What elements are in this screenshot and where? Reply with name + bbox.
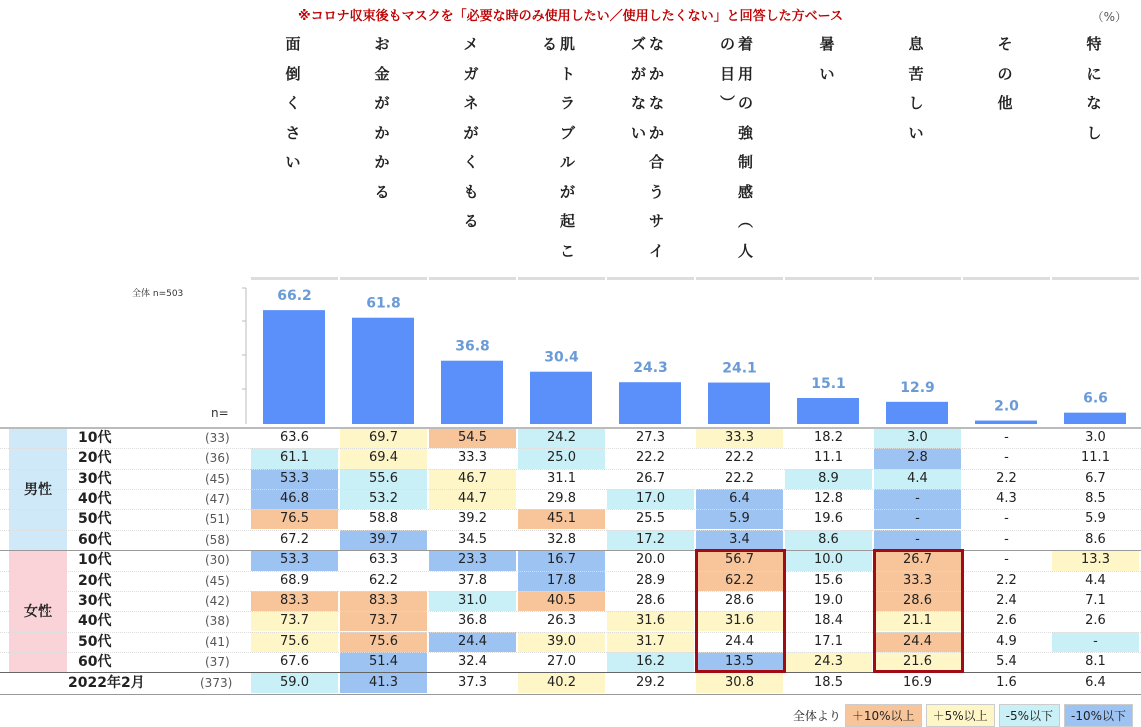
category-label-char: こ (560, 241, 576, 260)
table-cell: 2.8 (874, 448, 961, 468)
table-row (0, 530, 1141, 550)
table-cell: 21.1 (874, 611, 961, 631)
table-cell: 24.4 (429, 632, 516, 652)
table-cell: 12.8 (814, 490, 843, 506)
table-cell: 2.6 (996, 613, 1017, 629)
table-cell: 23.3 (429, 550, 516, 570)
row-label: 30代 (78, 470, 112, 487)
category-label-char: く (463, 153, 479, 171)
table-cell: 28.9 (636, 572, 665, 588)
table-cell: 46.8 (251, 489, 338, 509)
category-label-char: お (374, 35, 390, 53)
category-label-char: 苦 (908, 64, 924, 83)
table-cell: 24.3 (785, 652, 872, 672)
table-rule (0, 571, 1141, 572)
n-header: n= (211, 406, 229, 420)
table-cell: 37.3 (458, 675, 487, 690)
bar (441, 361, 503, 424)
table-cell: 46.7 (429, 469, 516, 489)
table-row (0, 550, 1141, 570)
bar-value-label: 66.2 (277, 288, 312, 305)
category-label-char: か (374, 123, 390, 142)
table-cell: - (1004, 511, 1009, 527)
row-n: (373) (200, 676, 233, 690)
table-cell: - (1004, 450, 1009, 466)
table-cell: 55.6 (340, 469, 427, 489)
table-cell: 7.1 (1085, 592, 1106, 608)
table-cell: 8.6 (1085, 531, 1106, 547)
row-n: (58) (205, 532, 230, 547)
legend (793, 704, 1133, 727)
unit-label: （%） (1091, 10, 1127, 24)
row-n: (47) (205, 491, 230, 506)
table-cell: - (1004, 531, 1009, 547)
category-label-char: の (997, 64, 1013, 83)
table-cell: 51.4 (340, 652, 427, 672)
table-cell: 11.1 (1081, 450, 1110, 466)
category-label-char: い (908, 123, 924, 142)
table-cell: - (1052, 632, 1139, 652)
table-cell: 17.8 (518, 571, 605, 591)
table-cell: 3.0 (1085, 430, 1106, 445)
table-cell: 20.0 (636, 552, 665, 568)
category-label-char: る (542, 35, 558, 53)
bar (886, 402, 948, 424)
table-cell: 5.9 (696, 509, 783, 529)
table-cell: 44.7 (429, 489, 516, 509)
table-cell: - (874, 530, 961, 550)
table-cell: 73.7 (340, 611, 427, 631)
bar (708, 383, 770, 424)
category-label-char: か (374, 153, 390, 171)
category-label-char: し (1086, 123, 1102, 142)
highlight-box (695, 549, 786, 673)
table-cell: 29.8 (547, 490, 576, 506)
table-cell: 6.4 (1085, 675, 1106, 690)
category-label-char: か (649, 123, 665, 142)
category-label-char: イ (649, 241, 665, 260)
bar (352, 318, 414, 424)
category-label-char: 面 (285, 35, 301, 53)
category-label-char: 金 (374, 64, 390, 83)
table-cell: 36.8 (458, 613, 487, 629)
table-cell: 3.0 (874, 428, 961, 448)
row-n: (36) (205, 451, 230, 466)
row-label: 40代 (78, 613, 112, 630)
table-cell: 53.3 (251, 469, 338, 489)
category-label-char: が (463, 123, 479, 142)
table-cell: 22.2 (636, 450, 665, 466)
row-n: (37) (205, 654, 230, 669)
legend-plus10: ＋10%以上 (845, 704, 922, 727)
table-cell: 2.2 (996, 470, 1017, 486)
table-cell: 8.5 (1085, 490, 1106, 506)
table-cell: 17.0 (607, 489, 694, 509)
table-row (0, 611, 1141, 631)
table-cell: 19.6 (814, 511, 843, 527)
category-label-char: が (374, 94, 390, 112)
category-label-char: 暑 (819, 35, 835, 53)
table-cell: 18.2 (814, 430, 843, 445)
table-cell: - (1004, 552, 1009, 568)
table-row (0, 571, 1141, 591)
table-row (0, 632, 1141, 652)
table-cell: 62.2 (696, 571, 783, 591)
row-n: (41) (205, 634, 230, 649)
table-cell: - (1004, 430, 1009, 445)
table-cell: 56.7 (696, 550, 783, 570)
category-label-char: く (285, 94, 301, 112)
category-label-char: ラ (560, 94, 576, 112)
row-label: 60代 (78, 531, 112, 548)
category-label-char: 特 (1086, 35, 1102, 53)
category-label-char: に (1086, 64, 1102, 83)
category-label-char: 息 (908, 35, 924, 53)
table-cell: 2.2 (996, 572, 1017, 588)
table-cell: 63.6 (280, 430, 309, 445)
table-cell: 4.3 (996, 490, 1017, 506)
table-cell: 27.0 (547, 653, 576, 669)
table-row (0, 509, 1141, 529)
table-cell: 29.2 (636, 675, 665, 690)
category-label-char: る (463, 212, 479, 230)
table-cell: 39.0 (518, 632, 605, 652)
table-cell: 54.5 (429, 428, 516, 448)
table-cell: 32.4 (458, 653, 487, 669)
group-male: 男性 (9, 428, 67, 550)
table-cell: 28.6 (636, 592, 665, 608)
category-label-char: な (1086, 94, 1102, 112)
bar-value-label: 36.8 (455, 338, 490, 355)
category-label-char: 目 (720, 64, 736, 83)
row-label: 40代 (78, 490, 112, 507)
legend-minus10: -10%以下 (1064, 704, 1133, 727)
table-row (0, 489, 1141, 509)
table-cell: 26.3 (547, 613, 576, 629)
table-rule (0, 652, 1141, 653)
table-rule (0, 427, 1141, 429)
table-cell: 73.7 (251, 611, 338, 631)
table-cell: 61.1 (251, 448, 338, 468)
row-label: 20代 (78, 572, 112, 589)
row-label: 10代 (78, 430, 112, 446)
row-label: 10代 (78, 552, 112, 569)
table-cell: 16.7 (518, 550, 605, 570)
table-cell: 33.3 (874, 571, 961, 591)
category-label-char: ト (560, 64, 576, 83)
category-label-char: の (720, 35, 736, 53)
bar (1064, 413, 1126, 424)
table-rule (0, 530, 1141, 531)
header-note: ※コロナ収束後もマスクを「必要な時のみ使用したい／使用したくない」と回答した方ベース (298, 9, 843, 24)
table-cell: 63.3 (369, 552, 398, 568)
table-rule (0, 448, 1141, 449)
table-cell: 15.6 (814, 572, 843, 588)
table-cell: 22.2 (725, 470, 754, 486)
category-label-char: 合 (649, 153, 665, 171)
row-n: (33) (205, 431, 230, 445)
table-cell: 13.3 (1052, 550, 1139, 570)
bar-value-label: 24.3 (633, 360, 668, 377)
table-cell: - (874, 489, 961, 509)
category-label-char: 倒 (285, 64, 301, 83)
row-n: (30) (205, 553, 230, 568)
table-cell: 69.7 (340, 428, 427, 448)
table-cell: 59.0 (251, 673, 338, 693)
table-cell: 76.5 (251, 509, 338, 529)
table-cell: 39.7 (340, 530, 427, 550)
table-cell: 26.7 (874, 550, 961, 570)
category-label-char: か (649, 64, 665, 83)
table-cell: 40.5 (518, 591, 605, 611)
table-rule (0, 489, 1141, 490)
category-label-char: そ (997, 35, 1013, 53)
table-cell: 16.2 (607, 652, 694, 672)
category-label-char: ズ (631, 35, 647, 53)
row-label: 60代 (78, 653, 112, 670)
table-cell: 30.8 (696, 673, 783, 693)
table-cell: 67.2 (280, 531, 309, 547)
category-label-char: い (819, 64, 835, 83)
table-cell: 22.2 (725, 450, 754, 466)
table-cell: 8.1 (1085, 653, 1106, 669)
table-cell: 41.3 (340, 673, 427, 693)
category-label-char: 強 (738, 123, 754, 142)
row-label: 50代 (78, 633, 112, 650)
category-label-char: る (374, 182, 390, 201)
table-cell: 25.0 (518, 448, 605, 468)
table-cell: 2.6 (1085, 613, 1106, 629)
table-cell: 3.4 (696, 530, 783, 550)
bar-value-label: 30.4 (544, 349, 579, 366)
table-cell: 21.6 (874, 652, 961, 672)
bar (797, 398, 859, 424)
bar-value-label: 6.6 (1083, 390, 1108, 407)
legend-plus5: ＋5%以上 (926, 704, 995, 727)
table-rule (0, 632, 1141, 633)
table-row (0, 591, 1141, 611)
table-cell: 33.3 (696, 428, 783, 448)
row-n: (42) (205, 593, 230, 608)
row-label: 20代 (78, 450, 112, 467)
table-cell: 31.6 (696, 611, 783, 631)
table-cell: 58.8 (369, 511, 398, 527)
table-cell: 4.4 (874, 469, 961, 489)
table-cell: 31.7 (607, 632, 694, 652)
table-cell: 18.4 (814, 613, 843, 629)
total-n-label: 全体 n=503 (132, 289, 184, 299)
bar (263, 310, 325, 424)
table-cell: 13.5 (696, 652, 783, 672)
table-row (0, 448, 1141, 468)
category-label-char: ネ (463, 94, 479, 112)
table-cell: 24.4 (725, 633, 754, 649)
row-n: (45) (205, 573, 230, 588)
table-cell: 16.9 (903, 675, 932, 690)
table-cell: 31.1 (547, 470, 576, 486)
legend-label: 全体より (792, 709, 841, 723)
table-row (0, 469, 1141, 489)
category-label-char: な (631, 94, 647, 112)
table-cell: 75.6 (340, 632, 427, 652)
table-cell: 1.6 (996, 675, 1017, 690)
table-cell: 28.6 (874, 591, 961, 611)
table-rule (0, 611, 1141, 612)
table-cell: 24.2 (518, 428, 605, 448)
table-cell: 24.4 (874, 632, 961, 652)
table-cell: 83.3 (251, 591, 338, 611)
category-label-char: 他 (997, 94, 1013, 112)
category-label-char: い (631, 123, 647, 142)
category-label-char: し (908, 94, 924, 112)
table-rule (0, 469, 1141, 470)
category-label-char: メ (463, 35, 479, 53)
category-label-char: が (631, 64, 647, 83)
table-cell: 4.4 (1085, 572, 1106, 588)
category-label-char: 用 (738, 64, 754, 83)
table-cell: 6.7 (1085, 470, 1106, 486)
table-cell: 26.7 (636, 470, 665, 486)
row-n: (45) (205, 471, 230, 486)
category-label-char: な (649, 35, 665, 53)
table-cell: 75.6 (251, 632, 338, 652)
row-n: (38) (205, 614, 230, 629)
category-label-char: 肌 (560, 35, 576, 53)
category-label-char: も (463, 182, 479, 201)
table-cell: 8.6 (785, 530, 872, 550)
table-cell: 31.0 (429, 591, 516, 611)
table-rule (0, 509, 1141, 510)
table-cell: 18.5 (814, 675, 843, 690)
table-row (0, 673, 1141, 693)
table-cell: 19.0 (814, 592, 843, 608)
category-label-char: 着 (738, 35, 754, 53)
row-label: 2022年2月 (68, 675, 145, 691)
category-label-char: う (649, 182, 665, 201)
table-cell: - (874, 509, 961, 529)
table-cell: 34.5 (458, 531, 487, 547)
category-label-char: さ (285, 123, 301, 142)
table-row (0, 652, 1141, 672)
category-label-char: 起 (560, 212, 576, 230)
table-cell: 62.2 (369, 572, 398, 588)
table-cell: 83.3 (340, 591, 427, 611)
category-label-char: 人 (738, 241, 754, 260)
table-cell: 32.8 (547, 531, 576, 547)
bar (530, 372, 592, 424)
category-label-char: 制 (738, 153, 754, 171)
table-cell: 28.6 (725, 592, 754, 608)
table-cell: 31.6 (607, 611, 694, 631)
category-label-char: サ (649, 212, 665, 230)
table-rule (0, 550, 1141, 551)
table-cell: 25.5 (636, 511, 665, 527)
table-rule (0, 591, 1141, 592)
category-label-char: ︵ (738, 212, 754, 230)
table-cell: 33.3 (458, 450, 487, 466)
category-label-char: ル (560, 153, 576, 171)
table-cell: 68.9 (280, 572, 309, 588)
category-label-char: ︶ (720, 94, 736, 112)
table-cell: 11.1 (814, 450, 843, 466)
table-cell: 17.1 (814, 633, 843, 649)
table-cell: 2.4 (996, 592, 1017, 608)
category-label-char: ブ (560, 123, 576, 142)
table-rule (0, 694, 1141, 695)
bar-value-label: 61.8 (366, 295, 401, 312)
category-label-char: の (738, 94, 754, 112)
table-cell: 67.6 (280, 653, 309, 669)
category-label-char: ガ (463, 64, 479, 83)
group-female: 女性 (9, 550, 67, 672)
table-cell: 6.4 (696, 489, 783, 509)
table-cell: 40.2 (518, 673, 605, 693)
row-label: 30代 (78, 592, 112, 609)
category-label-char: な (649, 94, 665, 112)
table-cell: 53.2 (340, 489, 427, 509)
table-cell: 45.1 (518, 509, 605, 529)
category-label-char: 感 (738, 182, 754, 201)
category-label-char: が (560, 182, 576, 201)
category-label-char: い (285, 153, 301, 171)
bar-value-label: 12.9 (900, 379, 935, 396)
bar-value-label: 2.0 (994, 398, 1019, 415)
table-cell: 5.9 (1085, 511, 1106, 527)
table-cell: 37.8 (458, 572, 487, 588)
table-cell: 27.3 (636, 430, 665, 445)
bar-value-label: 15.1 (811, 376, 846, 393)
row-n: (51) (205, 512, 230, 527)
bar (619, 382, 681, 424)
legend-minus5: -5%以下 (999, 704, 1060, 727)
bar-value-label: 24.1 (722, 360, 757, 377)
bar (975, 421, 1037, 424)
table-cell: 5.4 (996, 653, 1017, 669)
table-cell: 10.0 (785, 550, 872, 570)
table-cell: 39.2 (458, 511, 487, 527)
table-rule (0, 672, 1141, 673)
table-cell: 69.4 (340, 448, 427, 468)
table-cell: 4.9 (996, 633, 1017, 649)
highlight-box (873, 549, 964, 673)
row-label: 50代 (78, 511, 112, 528)
table-cell: 8.9 (785, 469, 872, 489)
table-row (0, 428, 1141, 448)
table-cell: 53.3 (251, 550, 338, 570)
table-cell: 17.2 (607, 530, 694, 550)
